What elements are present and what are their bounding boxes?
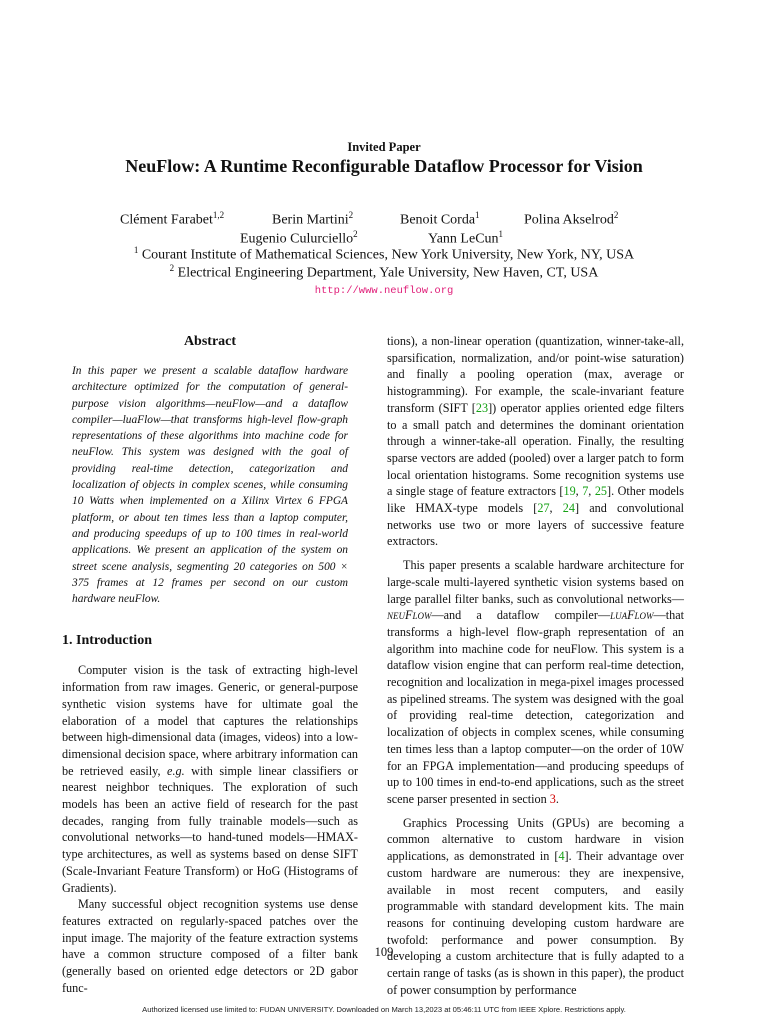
text-run: ]) operator applies oriented edge filters to a small patch and determines the dominant orientation through a winner-take-all operation. Finally, the resulting sparse vectors are added (pooled) over a larger patch to form local orientation histograms. Some recognition systems use a single stage of feature extractors [ [387, 400, 684, 499]
citation-link[interactable]: 24 [562, 501, 575, 516]
author-name: Clément Farabet [120, 212, 213, 228]
body-paragraph-gpus [387, 815, 684, 999]
text-run: Computer vision is the task of extracting high-level information from raw images. Generic, or general-purpose synthetic vision systems have for ultimate goal the elaboration of a model that captures the relationships between high-dimensional data (images, videos) into a low-dimensional decision space, where arbitrary information can be retrieved easily, [62, 663, 358, 778]
text-run-italic: luaFlow [610, 608, 654, 623]
text-run-italic: neuFlow [387, 608, 432, 623]
author-name: Yann LeCun [428, 231, 499, 247]
intro-paragraph-1 [62, 662, 358, 896]
citation-link[interactable]: 4 [558, 849, 565, 864]
affiliation-sup: 2 [169, 263, 175, 273]
author-akselrod [524, 206, 618, 230]
section-ref-link[interactable]: 3 [549, 791, 556, 806]
affiliation-sup: 1 [133, 245, 139, 255]
author-affil-sup: 2 [353, 229, 358, 239]
intro-paragraph-2: Many successful object recognition systems use dense features extracted on regularly-spaced patches over the input image. The majority of the feature extraction systems have a common structure composed of a filter bank (generally based on oriented edge detectors or 2D gabor func- [62, 897, 358, 995]
author-affil-sup: 2 [613, 210, 619, 220]
citation-link[interactable]: 27 [537, 501, 550, 516]
author-name: Eugenio Culurciello [240, 231, 354, 247]
affiliation-text: Electrical Engineering Department, Yale University, New Haven, CT, USA [177, 265, 599, 281]
affiliation-yale [0, 263, 768, 282]
citation-link[interactable]: 23 [475, 400, 489, 415]
affiliation-text: Courant Institute of Mathematical Sciences, New York University, New York, NY, USA [141, 247, 635, 263]
right-column [387, 333, 684, 998]
author-name: Polina Akselrod [524, 212, 614, 228]
author-affil-sup: 2 [348, 210, 354, 220]
paper-title: NeuFlow: A Runtime Reconfigurable Dataflow Processor for Vision [125, 156, 643, 176]
text-run: ]. Their advantage over custom hardware are numerous: they are inexpensive, available in most recent computers, and easily programmable with standard development kits. The main reasons for continuing developing custom hardware are twofold: performance and power consumption. By developing a custom architecture that is fully adapted to a certain range of tasks (as is shown in this paper), the product of power consumption by performance [387, 849, 684, 997]
author-affil-sup: 1 [475, 210, 480, 220]
body-paragraph-features: tions), a non-linear operation (quantization, winner-take-all, sparsification, normalization, and/or point-wise saturation) and finally a pooling operation (max, average or histogramming). For example, the scale-invariant feature transform (SIFT [23]) operator applies oriented edge filters to a small patch and determines the dominant orientation through a winner-take-all operation. Finally, the resulting sparse vectors are added (pooled) over a larger patch to form local orientation histograms. Some recognition systems use a single stage of feature extractors [19, 7, 25]. Other models like HMAX-type models [27, 24] and convolutional networks use two or more layers of successive feature extractors. [387, 334, 685, 549]
project-url-link[interactable]: http://www.neuflow.org [314, 285, 454, 297]
abstract-body: In this paper we present a scalable dataflow hardware architecture optimized for the computation of general-purpose vision algorithms—neuFlow—and a dataflow compiler—luaFlow—that transforms high-level flow-graph representations of these algorithms into machine code for neuFlow. This system was designed with the goal of providing real-time detection, categorization and localization of objects in complex scenes, while consuming 10 Watts when implemented on a Xilinx Virtex 6 FPGA platform, or about ten times less than a laptop computer, and producing speedups of up to 100 times in real-world applications. We present an application of the system on street scene analysis, segmenting 20 categories on 500 × 375 frames at 12 frames per second on our custom hardware neuFlow. [72, 365, 348, 606]
author-name: Benoit Corda [400, 212, 476, 228]
paper-kicker: Invited Paper [347, 140, 421, 154]
license-footer: Authorized licensed use limited to: FUDAN UNIVERSITY. Downloaded on March 13,2023 at 05:46:11 UTC from IEEE Xplore. Restrictions apply. [142, 1005, 626, 1014]
citation-link[interactable]: 25 [594, 484, 608, 499]
abstract-heading: Abstract [183, 334, 237, 349]
author-name: Berin Martini [272, 212, 349, 228]
text-run: with simple linear classifiers or nearest neighbor techniques. The exploration of such models has been an active field of research for the past decades, ranging from fully trainable models—such as convolutional networks—to hand-tuned models—HMAX-type architectures, as well as systems based on dense SIFT (Scale-Invariant Feature Transform) or HoG (Histograms of Gradients). [62, 763, 358, 895]
page-number: 109 [374, 945, 394, 959]
author-affil-sup: 1,2 [212, 210, 225, 220]
text-run: —that transforms a high-level flow-graph representation of an algorithm into machine code for neuFlow. This system is a dataflow vision engine that can perform real-time detection, recognition and localization in mega-pixel images processed as pipelined streams. The system was designed with the goal of providing real-time detection, categorization and localization of objects in complex scenes, while consuming ten times less than a laptop computer—on the order of 10W for an FPGA implementation—and producing speedups of up to 100 times in end-to-end applications, such as the street scene parser presented in section [387, 608, 684, 806]
author-farabet [120, 206, 224, 230]
affiliation-nyu [0, 245, 768, 264]
text-run: . [555, 791, 559, 806]
text-run: ] and convolutional networks use two or more layers of successive feature extractors. [387, 501, 684, 549]
text-run: tions), a non-linear operation (quantization, winner-take-all, sparsification, normalization, and/or point-wise saturation) and finally a pooling operation (max, average or histogramming). For example, the scale-invariant feature transform (SIFT [ [387, 334, 684, 415]
text-run: Graphics Processing Units (GPUs) are becoming a common alternative to custom hardware in vision applications, as demonstrated in [ [387, 815, 684, 864]
section-heading-introduction: 1. Introduction [62, 633, 152, 649]
text-run: —and a dataflow compiler— [431, 608, 611, 623]
citation-link[interactable]: 19 [563, 484, 576, 499]
body-paragraph-architecture [387, 557, 684, 808]
text-run: ]. Other models like HMAX-type models [ [387, 484, 685, 516]
left-column [62, 333, 358, 997]
citation-link[interactable]: 7 [582, 484, 589, 499]
author-affil-sup: 1 [498, 229, 504, 239]
text-run-italic: e.g. [167, 763, 185, 778]
text-run: This paper presents a scalable hardware architecture for large-scale multi-layered synthetic vision systems based on large parallel filter banks, such as convolutional networks— [387, 558, 684, 606]
